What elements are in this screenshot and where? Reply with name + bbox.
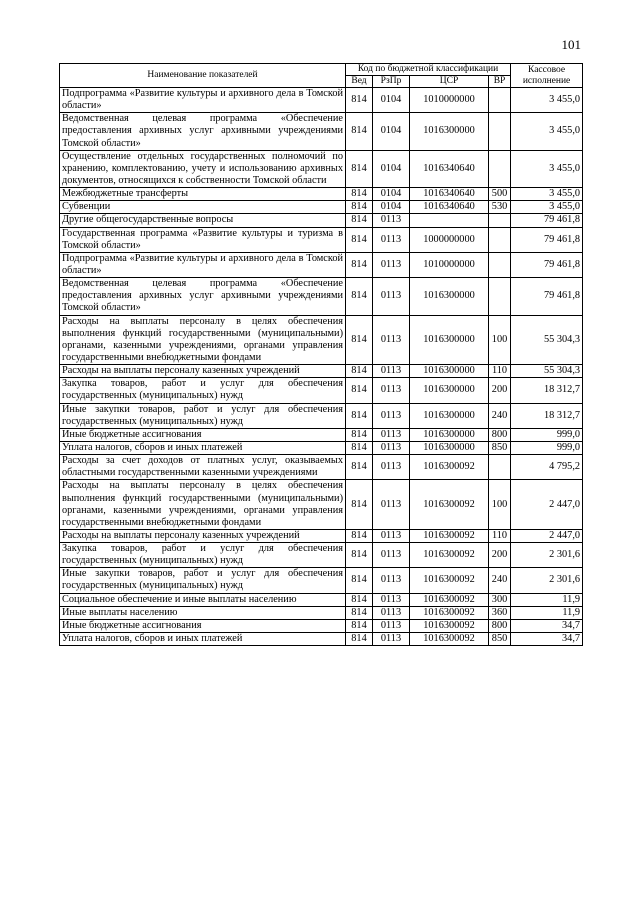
row-rzpr: 0104 xyxy=(373,150,410,187)
row-csr: 1016300092 xyxy=(410,455,489,480)
row-vr xyxy=(489,278,511,315)
row-csr: 1016340640 xyxy=(410,188,489,201)
row-vr xyxy=(489,88,511,113)
row-vr xyxy=(489,227,511,252)
row-amount: 3 455,0 xyxy=(511,188,583,201)
row-csr xyxy=(410,214,489,227)
row-name: Закупка товаров, работ и услуг для обеспечения государственных (муниципальных) нужд xyxy=(60,378,346,403)
table-row xyxy=(60,428,583,441)
row-amount: 34,7 xyxy=(511,633,583,646)
row-name: Подпрограмма «Развитие культуры и архивного дела в Томской области» xyxy=(60,88,346,113)
row-vr xyxy=(489,214,511,227)
row-rzpr: 0113 xyxy=(373,278,410,315)
row-rzpr: 0104 xyxy=(373,201,410,214)
row-vr: 360 xyxy=(489,606,511,619)
row-amount: 3 455,0 xyxy=(511,201,583,214)
table-row xyxy=(60,88,583,113)
row-ved: 814 xyxy=(346,315,373,365)
table-row xyxy=(60,113,583,150)
row-rzpr: 0113 xyxy=(373,227,410,252)
row-rzpr: 0113 xyxy=(373,593,410,606)
row-name: Подпрограмма «Развитие культуры и архивного дела в Томской области» xyxy=(60,252,346,277)
table-row xyxy=(60,365,583,378)
row-amount: 55 304,3 xyxy=(511,365,583,378)
row-ved: 814 xyxy=(346,593,373,606)
row-vr: 240 xyxy=(489,568,511,593)
row-csr: 1000000000 xyxy=(410,227,489,252)
row-amount: 18 312,7 xyxy=(511,403,583,428)
row-csr: 1016300092 xyxy=(410,593,489,606)
header-csr: ЦСР xyxy=(410,76,489,88)
header-name: Наименование показателей xyxy=(60,64,346,88)
row-vr: 500 xyxy=(489,188,511,201)
row-amount: 2 301,6 xyxy=(511,543,583,568)
row-amount: 999,0 xyxy=(511,428,583,441)
row-name: Социальное обеспечение и иные выплаты населению xyxy=(60,593,346,606)
row-csr: 1016300092 xyxy=(410,543,489,568)
row-csr: 1016300000 xyxy=(410,428,489,441)
row-name: Уплата налогов, сборов и иных платежей xyxy=(60,633,346,646)
row-csr: 1016300092 xyxy=(410,619,489,632)
row-name: Расходы за счет доходов от платных услуг, оказываемых областными государственными казенными учреждениями xyxy=(60,455,346,480)
table-row xyxy=(60,188,583,201)
row-rzpr: 0113 xyxy=(373,441,410,454)
row-amount: 79 461,8 xyxy=(511,252,583,277)
row-vr xyxy=(489,113,511,150)
row-name: Закупка товаров, работ и услуг для обеспечения государственных (муниципальных) нужд xyxy=(60,543,346,568)
row-amount: 18 312,7 xyxy=(511,378,583,403)
row-vr xyxy=(489,455,511,480)
row-ved: 814 xyxy=(346,252,373,277)
row-name: Субвенции xyxy=(60,201,346,214)
table-row xyxy=(60,252,583,277)
row-amount: 34,7 xyxy=(511,619,583,632)
row-ved: 814 xyxy=(346,568,373,593)
row-csr: 1016300000 xyxy=(410,378,489,403)
row-amount: 2 447,0 xyxy=(511,529,583,542)
row-amount: 2 447,0 xyxy=(511,480,583,530)
row-vr: 100 xyxy=(489,480,511,530)
header-code-group: Код по бюджетной классификации xyxy=(346,64,511,76)
table-row xyxy=(60,227,583,252)
row-name: Иные закупки товаров, работ и услуг для обеспечения государственных (муниципальных) нужд xyxy=(60,403,346,428)
row-vr: 110 xyxy=(489,529,511,542)
row-vr: 200 xyxy=(489,378,511,403)
row-name: Осуществление отдельных государственных полномочий по хранению, комплектованию, учету и использованию архивных документов, относящихся к собственности Томской области xyxy=(60,150,346,187)
row-ved: 814 xyxy=(346,188,373,201)
budget-table xyxy=(59,63,583,646)
row-rzpr: 0113 xyxy=(373,529,410,542)
table-row xyxy=(60,543,583,568)
row-csr: 1016300092 xyxy=(410,480,489,530)
row-name: Иные бюджетные ассигнования xyxy=(60,428,346,441)
row-amount: 79 461,8 xyxy=(511,214,583,227)
row-csr: 1016300000 xyxy=(410,278,489,315)
row-ved: 814 xyxy=(346,455,373,480)
table-row xyxy=(60,529,583,542)
row-csr: 1010000000 xyxy=(410,88,489,113)
row-csr: 1016340640 xyxy=(410,201,489,214)
row-name: Иные бюджетные ассигнования xyxy=(60,619,346,632)
row-ved: 814 xyxy=(346,88,373,113)
row-csr: 1016300092 xyxy=(410,633,489,646)
row-rzpr: 0113 xyxy=(373,428,410,441)
table-row xyxy=(60,150,583,187)
row-vr: 110 xyxy=(489,365,511,378)
table-row xyxy=(60,593,583,606)
row-vr: 530 xyxy=(489,201,511,214)
row-rzpr: 0113 xyxy=(373,455,410,480)
row-rzpr: 0113 xyxy=(373,403,410,428)
row-vr: 240 xyxy=(489,403,511,428)
row-ved: 814 xyxy=(346,428,373,441)
row-rzpr: 0113 xyxy=(373,365,410,378)
table-row xyxy=(60,278,583,315)
row-amount: 3 455,0 xyxy=(511,150,583,187)
row-amount: 2 301,6 xyxy=(511,568,583,593)
row-name: Иные выплаты населению xyxy=(60,606,346,619)
row-rzpr: 0104 xyxy=(373,188,410,201)
row-amount: 55 304,3 xyxy=(511,315,583,365)
row-name: Ведомственная целевая программа «Обеспечение предоставления архивных услуг архивными учреждениями Томской области» xyxy=(60,278,346,315)
row-amount: 4 795,2 xyxy=(511,455,583,480)
row-name: Расходы на выплаты персоналу казенных учреждений xyxy=(60,529,346,542)
row-csr: 1016300000 xyxy=(410,441,489,454)
row-csr: 1016300000 xyxy=(410,365,489,378)
row-name: Расходы на выплаты персоналу казенных учреждений xyxy=(60,365,346,378)
row-amount: 11,9 xyxy=(511,593,583,606)
row-name: Уплата налогов, сборов и иных платежей xyxy=(60,441,346,454)
row-rzpr: 0113 xyxy=(373,480,410,530)
row-name: Другие общегосударственные вопросы xyxy=(60,214,346,227)
row-ved: 814 xyxy=(346,606,373,619)
row-ved: 814 xyxy=(346,150,373,187)
row-name: Расходы на выплаты персоналу в целях обеспечения выполнения функций государственными (муниципальными) органами, казенными учреждениями, органами управления государственными внебюджетными фондами xyxy=(60,480,346,530)
header-vr: ВР xyxy=(489,76,511,88)
row-vr: 100 xyxy=(489,315,511,365)
row-csr: 1016300092 xyxy=(410,529,489,542)
row-ved: 814 xyxy=(346,278,373,315)
table-body xyxy=(60,88,583,646)
row-rzpr: 0113 xyxy=(373,214,410,227)
row-amount: 3 455,0 xyxy=(511,88,583,113)
table-row xyxy=(60,441,583,454)
row-rzpr: 0113 xyxy=(373,568,410,593)
row-rzpr: 0104 xyxy=(373,113,410,150)
row-name: Ведомственная целевая программа «Обеспечение предоставления архивных услуг архивными учреждениями Томской области» xyxy=(60,113,346,150)
row-vr xyxy=(489,150,511,187)
row-ved: 814 xyxy=(346,619,373,632)
row-rzpr: 0113 xyxy=(373,606,410,619)
row-name: Межбюджетные трансферты xyxy=(60,188,346,201)
header-rzpr: РзПр xyxy=(373,76,410,88)
row-rzpr: 0113 xyxy=(373,633,410,646)
row-ved: 814 xyxy=(346,201,373,214)
row-vr: 850 xyxy=(489,441,511,454)
row-ved: 814 xyxy=(346,441,373,454)
row-csr: 1016300000 xyxy=(410,113,489,150)
row-rzpr: 0104 xyxy=(373,88,410,113)
row-amount: 79 461,8 xyxy=(511,227,583,252)
row-vr: 300 xyxy=(489,593,511,606)
row-amount: 79 461,8 xyxy=(511,278,583,315)
row-name: Расходы на выплаты персоналу в целях обеспечения выполнения функций государственными (муниципальными) органами, казенными учреждениями, органами управления государственными внебюджетными фондами xyxy=(60,315,346,365)
row-vr: 200 xyxy=(489,543,511,568)
row-ved: 814 xyxy=(346,214,373,227)
row-rzpr: 0113 xyxy=(373,315,410,365)
table-row xyxy=(60,201,583,214)
table-row xyxy=(60,606,583,619)
row-name: Иные закупки товаров, работ и услуг для обеспечения государственных (муниципальных) нужд xyxy=(60,568,346,593)
header-execution: Кассовое исполнение xyxy=(511,64,583,88)
header-ved: Вед xyxy=(346,76,373,88)
row-amount: 999,0 xyxy=(511,441,583,454)
row-rzpr: 0113 xyxy=(373,543,410,568)
row-csr: 1016300092 xyxy=(410,606,489,619)
row-name: Государственная программа «Развитие культуры и туризма в Томской области» xyxy=(60,227,346,252)
table-header xyxy=(60,64,583,88)
row-csr: 1016300000 xyxy=(410,403,489,428)
table-row xyxy=(60,619,583,632)
table-row xyxy=(60,378,583,403)
row-vr: 800 xyxy=(489,619,511,632)
row-csr: 1016340640 xyxy=(410,150,489,187)
row-csr: 1016300000 xyxy=(410,315,489,365)
row-amount: 11,9 xyxy=(511,606,583,619)
row-ved: 814 xyxy=(346,378,373,403)
row-ved: 814 xyxy=(346,365,373,378)
row-amount: 3 455,0 xyxy=(511,113,583,150)
row-vr xyxy=(489,252,511,277)
table-row xyxy=(60,315,583,365)
row-vr: 850 xyxy=(489,633,511,646)
row-vr: 800 xyxy=(489,428,511,441)
table-row xyxy=(60,214,583,227)
page-number: 101 xyxy=(561,37,581,52)
table-row xyxy=(60,403,583,428)
row-rzpr: 0113 xyxy=(373,619,410,632)
table-row xyxy=(60,455,583,480)
table-row xyxy=(60,633,583,646)
row-rzpr: 0113 xyxy=(373,252,410,277)
table-row xyxy=(60,568,583,593)
row-rzpr: 0113 xyxy=(373,378,410,403)
row-ved: 814 xyxy=(346,113,373,150)
row-ved: 814 xyxy=(346,480,373,530)
row-ved: 814 xyxy=(346,633,373,646)
row-ved: 814 xyxy=(346,529,373,542)
row-csr: 1010000000 xyxy=(410,252,489,277)
row-csr: 1016300092 xyxy=(410,568,489,593)
row-ved: 814 xyxy=(346,227,373,252)
row-ved: 814 xyxy=(346,403,373,428)
row-ved: 814 xyxy=(346,543,373,568)
table-row xyxy=(60,480,583,530)
